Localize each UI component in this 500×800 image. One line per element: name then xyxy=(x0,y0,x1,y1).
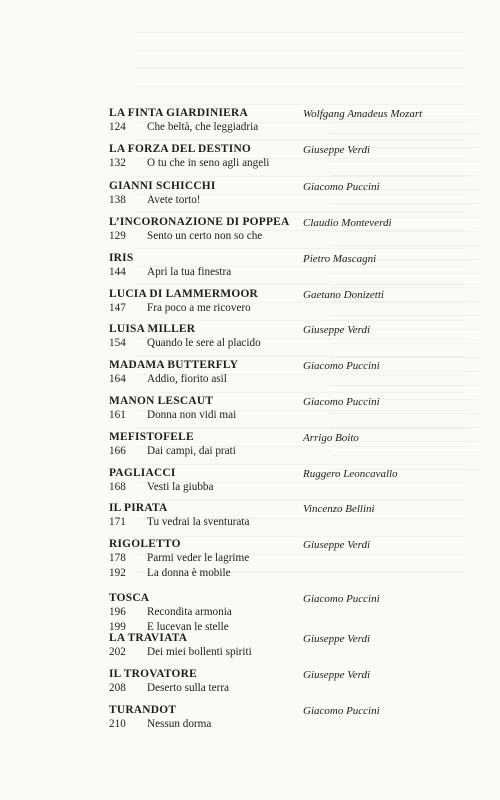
page-number: 129 xyxy=(109,230,126,242)
aria-row xyxy=(109,265,489,280)
aria-row xyxy=(109,193,489,208)
page-number: 124 xyxy=(109,121,126,133)
page-number: 171 xyxy=(109,516,126,528)
aria-title: Addio, fiorito asil xyxy=(147,373,227,385)
opera-entry xyxy=(109,501,489,530)
opera-title: LUCIA DI LAMMERMOOR xyxy=(109,288,259,300)
aria-row xyxy=(109,408,489,423)
composer-name: Giacomo Puccini xyxy=(303,396,380,408)
aria-row xyxy=(109,605,489,620)
opera-title: TOSCA xyxy=(109,592,150,604)
opera-entry xyxy=(109,537,489,580)
composer-name: Giacomo Puccini xyxy=(303,593,380,605)
opera-entry xyxy=(109,106,489,135)
aria-title: La donna è mobile xyxy=(147,566,231,579)
opera-title: IL TROVATORE xyxy=(109,668,197,680)
opera-title: LA TRAVIATA xyxy=(109,632,188,644)
aria-title: Recondita armonia xyxy=(147,606,232,618)
page-number: 208 xyxy=(109,682,126,694)
opera-entry xyxy=(109,703,489,732)
aria-title: Sento un certo non so che xyxy=(147,230,263,242)
composer-name: Giuseppe Verdi xyxy=(303,633,371,645)
aria-row xyxy=(109,229,489,244)
aria-title: Deserto sulla terra xyxy=(147,682,230,694)
page-number: 202 xyxy=(109,646,126,658)
composer-name: Giacomo Puccini xyxy=(303,181,380,193)
composer-name: Giacomo Puccini xyxy=(303,705,380,717)
opera-entry xyxy=(109,466,489,495)
opera-title: MEFISTOFELE xyxy=(109,431,194,443)
page-number: 144 xyxy=(109,266,126,278)
opera-entry xyxy=(109,667,489,696)
composer-name: Vincenzo Bellini xyxy=(303,503,375,515)
opera-title: IL PIRATA xyxy=(109,502,168,514)
aria-row xyxy=(109,480,489,495)
opera-title: IRIS xyxy=(109,252,134,264)
page-number: 161 xyxy=(109,409,126,421)
aria-row xyxy=(109,301,489,316)
aria-row xyxy=(109,551,489,566)
composer-name: Gaetano Donizetti xyxy=(303,289,384,301)
opera-title: LUISA MILLER xyxy=(109,323,196,335)
page-number: 166 xyxy=(109,445,126,457)
opera-title: MADAMA BUTTERFLY xyxy=(109,359,239,371)
aria-title: Che beltà, che leggiadria xyxy=(147,121,259,133)
composer-name: Giuseppe Verdi xyxy=(303,144,371,156)
opera-title: LA FORZA DEL DESTINO xyxy=(109,143,252,155)
opera-title: RIGOLETTO xyxy=(109,538,181,550)
aria-title: Tu vedrai la sventurata xyxy=(147,516,250,528)
opera-entry xyxy=(109,179,489,208)
aria-title: Parmi veder le lagrime xyxy=(147,552,250,564)
page-number: 132 xyxy=(109,157,126,169)
page-number: 192 xyxy=(109,566,126,579)
page-number: 199 xyxy=(109,620,126,633)
aria-row xyxy=(109,372,489,387)
aria-title: Apri la tua finestra xyxy=(147,266,232,278)
page-number: 168 xyxy=(109,481,126,493)
page-number: 178 xyxy=(109,552,126,564)
aria-title: Vesti la giubba xyxy=(147,481,214,493)
composer-name: Claudio Monteverdi xyxy=(303,217,392,229)
composer-name: Wolfgang Amadeus Mozart xyxy=(303,108,423,120)
aria-title: Quando le sere al placido xyxy=(147,337,261,349)
opera-entry xyxy=(109,322,489,351)
aria-title: Dai campi, dai prati xyxy=(147,445,236,457)
aria-row xyxy=(109,156,489,171)
page-number: 210 xyxy=(109,718,126,730)
page-number: 138 xyxy=(109,194,126,206)
page-number: 154 xyxy=(109,337,126,349)
composer-name: Giacomo Puccini xyxy=(303,360,380,372)
opera-title: GIANNI SCHICCHI xyxy=(109,180,216,192)
aria-title: E lucevan le stelle xyxy=(147,620,229,633)
aria-row xyxy=(109,566,489,581)
opera-entry xyxy=(109,631,489,660)
aria-row xyxy=(109,717,489,732)
opera-entry xyxy=(109,358,489,387)
aria-title: O tu che in seno agli angeli xyxy=(147,157,270,169)
aria-row xyxy=(109,645,489,660)
aria-title: Fra poco a me ricovero xyxy=(147,302,251,314)
page-number: 147 xyxy=(109,302,126,314)
composer-name: Arrigo Boito xyxy=(303,432,359,444)
composer-name: Giuseppe Verdi xyxy=(303,324,371,336)
opera-title: PAGLIACCI xyxy=(109,467,176,479)
opera-entry xyxy=(109,251,489,280)
opera-entry xyxy=(109,215,489,244)
opera-entry xyxy=(109,287,489,316)
composer-name: Pietro Mascagni xyxy=(303,253,377,265)
opera-title: LA FINTA GIARDINIERA xyxy=(109,107,248,119)
page-number: 196 xyxy=(109,606,126,618)
aria-row xyxy=(109,336,489,351)
aria-title: Nessun dorma xyxy=(147,718,212,730)
aria-title: Dei miei bollenti spiriti xyxy=(147,646,252,658)
opera-entry xyxy=(109,591,489,634)
aria-title: Avete torto! xyxy=(147,194,201,206)
aria-row xyxy=(109,120,489,135)
page-number: 164 xyxy=(109,373,126,385)
opera-entry xyxy=(109,430,489,459)
composer-name: Giuseppe Verdi xyxy=(303,669,371,681)
opera-title: L’INCORONAZIONE DI POPPEA xyxy=(109,216,290,228)
opera-entry xyxy=(109,142,489,171)
composer-name: Giuseppe Verdi xyxy=(303,539,371,551)
composer-name: Ruggero Leoncavallo xyxy=(303,468,398,480)
opera-title: MANON LESCAUT xyxy=(109,395,214,407)
aria-row xyxy=(109,681,489,696)
aria-row xyxy=(109,515,489,530)
aria-row xyxy=(109,444,489,459)
opera-entry xyxy=(109,394,489,423)
aria-title: Donna non vidi mai xyxy=(147,409,237,421)
opera-title: TURANDOT xyxy=(109,704,177,716)
